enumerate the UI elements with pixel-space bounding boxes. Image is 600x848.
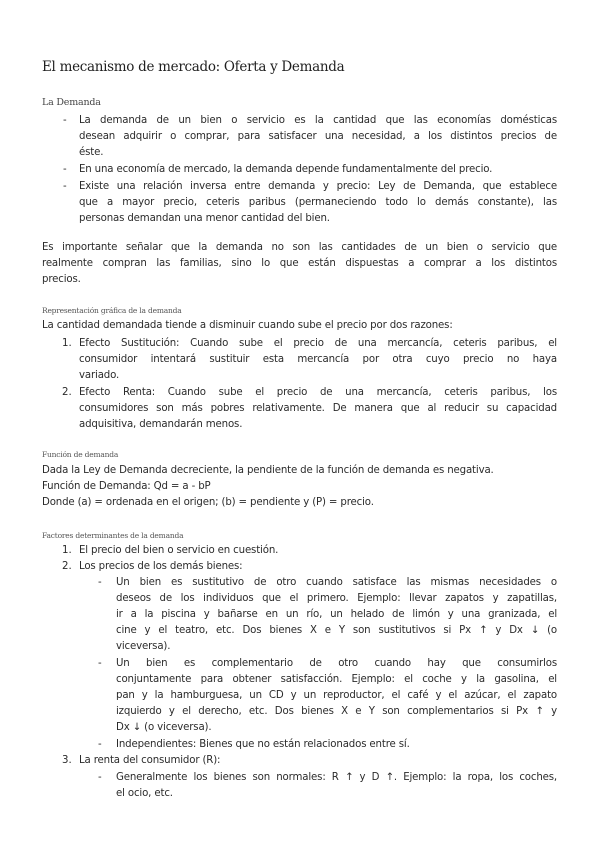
list-line: El precio del bien o servicio en cuestión. <box>79 545 279 556</box>
sub-bullet-line: Independientes: Bienes que no están relacionados entre sí. <box>116 739 410 750</box>
list-number: 2. <box>62 387 72 398</box>
bullet-dash: - <box>63 181 67 192</box>
bullet-line: Existe una relación inversa entre demanda y precio: Ley de Demanda, que establece <box>79 181 557 192</box>
section-heading-funcion: Función de demanda <box>42 450 119 459</box>
list-line: Efecto Sustitución: Cuando sube el precio de una mercancía, ceteris paribus, el <box>79 338 557 349</box>
sub-bullet-line: Dx ↓ (o viceversa). <box>116 722 212 733</box>
paragraph-line: Donde (a) = ordenada en el origen; (b) = pendiente y (P) = precio. <box>42 497 374 508</box>
sub-bullet-line: conjuntamente para obtener satisfacción. Ejemplo: el coche y la gasolina, el <box>116 674 557 685</box>
bullet-line: personas demandan una menor cantidad del bien. <box>79 213 330 224</box>
list-number: 1. <box>62 338 72 349</box>
list-number: 2. <box>62 561 72 572</box>
bullet-line: La demanda de un bien o servicio es la cantidad que las economías domésticas <box>79 115 557 126</box>
page-title: El mecanismo de mercado: Oferta y Demanda <box>42 59 345 75</box>
paragraph-line: Es importante señalar que la demanda no son las cantidades de un bien o servicio que <box>42 242 557 253</box>
sub-bullet-line: izquierdo y el derecho, etc. Dos bienes X e Y son complementarios si Px ↑ y <box>116 706 557 717</box>
sub-bullet-line: cine y el teatro, etc. Dos bienes X e Y son sustitutivos si Px ↑ y Dx ↓ (o <box>116 625 557 636</box>
sub-bullet-line: Un bien es complementario de otro cuando hay que consumirlos <box>116 658 557 669</box>
bullet-dash: - <box>63 115 67 126</box>
sub-bullet-line: viceversa). <box>116 641 171 652</box>
bullet-line: En una economía de mercado, la demanda depende fundamentalmente del precio. <box>79 164 493 175</box>
list-line: Los precios de los demás bienes: <box>79 561 243 572</box>
section-heading-factores: Factores determinantes de la demanda <box>42 531 184 540</box>
bullet-line: que a mayor precio, ceteris paribus (permaneciendo todo lo demás constante), las <box>79 197 557 208</box>
paragraph-line: Función de Demanda: Qd = a - bP <box>42 481 211 492</box>
paragraph-line: La cantidad demandada tiende a disminuir cuando sube el precio por dos razones: <box>42 320 453 331</box>
section-heading-demanda: La Demanda <box>42 97 101 108</box>
sub-bullet-line: Generalmente los bienes son normales: R ↑ y D ↑. Ejemplo: la ropa, los coches, <box>116 772 557 783</box>
section-heading-grafica: Representación gráfica de la demanda <box>42 306 182 315</box>
bullet-line: éste. <box>79 147 104 158</box>
paragraph-line: precios. <box>42 274 81 285</box>
list-line: Efecto Renta: Cuando sube el precio de una mercancía, ceteris paribus, los <box>79 387 557 398</box>
paragraph-line: realmente compran las familias, sino lo que están dispuestas a comprar a los distintos <box>42 258 557 269</box>
sub-bullet-line: deseos de los individuos que el primero. Ejemplo: llevar zapatos y zapatillas, <box>116 593 557 604</box>
sub-bullet-line: Un bien es sustitutivo de otro cuando satisface las mismas necesidades o <box>116 577 557 588</box>
list-line: variado. <box>79 370 120 381</box>
list-line: consumidores son más pobres relativamente. De manera que al reducir su capacidad <box>79 403 557 414</box>
sub-bullet-line: pan y la hamburguesa, un CD y un reproductor, el café y el azúcar, el zapato <box>116 690 557 701</box>
list-number: 3. <box>62 755 72 766</box>
paragraph-line: Dada la Ley de Demanda decreciente, la pendiente de la función de demanda es negativa. <box>42 465 494 476</box>
list-line: adquisitiva, demandarán menos. <box>79 419 243 430</box>
bullet-dash: - <box>98 658 102 669</box>
sub-bullet-line: ir a la piscina y bañarse en un río, un helado de limón y una granizada, el <box>116 609 557 620</box>
bullet-dash: - <box>98 739 102 750</box>
list-number: 1. <box>62 545 72 556</box>
sub-bullet-line: el ocio, etc. <box>116 788 173 799</box>
bullet-dash: - <box>63 164 67 175</box>
bullet-dash: - <box>98 577 102 588</box>
list-line: consumidor intentará sustituir esta mercancía por otra cuyo precio no haya <box>79 354 557 365</box>
bullet-dash: - <box>98 772 102 783</box>
bullet-line: desean adquirir o comprar, para satisfacer una necesidad, a los distintos precios de <box>79 131 557 142</box>
list-line: La renta del consumidor (R): <box>79 755 221 766</box>
